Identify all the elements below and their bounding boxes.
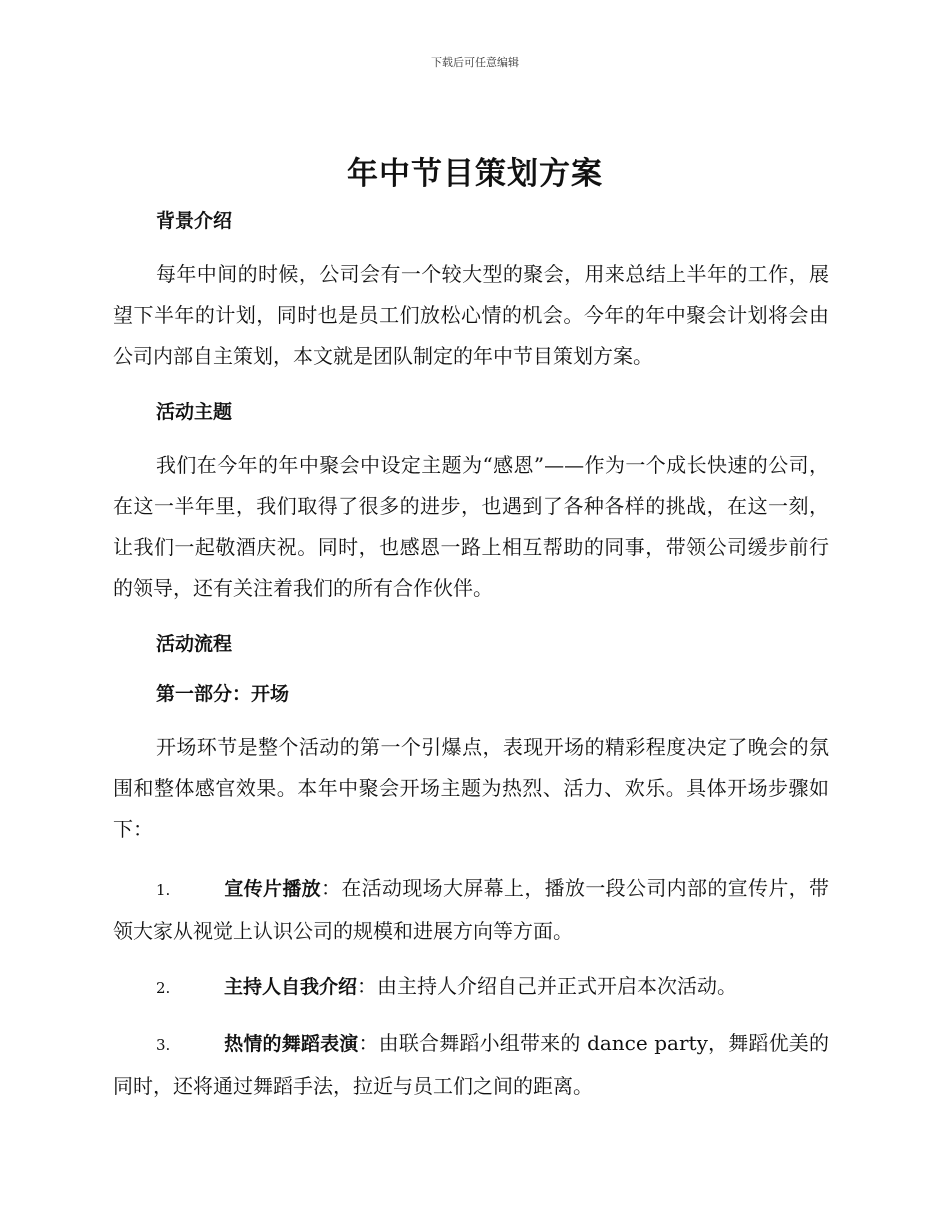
list-item (113, 966, 829, 1009)
document-title: 年中节目策划方案 (347, 156, 603, 192)
page-header-note: 下载后可任意编辑 (431, 56, 519, 69)
opening-paragraph: 开场环节是整个活动的第一个引爆点，表现开场的精彩程度决定了晚会的氛围和整体感官效果。本年中聚会开场主题为热烈、活力、欢乐。具体开场步骤如下： (113, 735, 829, 841)
list-item-number: 1. (156, 881, 171, 899)
list-item-text: ：在活动现场大屏幕上，播放一段公司内部的宣传片，带领大家从视觉上认识公司的规模和进展方向等方面。 (113, 876, 829, 943)
list-item-number: 2. (156, 979, 171, 997)
section-heading-flow: 活动流程 (156, 633, 233, 655)
section-heading-background: 背景介绍 (156, 210, 233, 232)
list-item-number: 3. (156, 1036, 171, 1054)
list-item-label: 主持人自我介绍 (224, 976, 358, 998)
list-item-text: ：由主持人介绍自己并正式开启本次活动。 (357, 974, 738, 998)
list-item-label: 热情的舞蹈表演 (224, 1033, 359, 1055)
list-item-label: 宣传片播放 (224, 878, 321, 900)
background-paragraph: 每年中间的时候，公司会有一个较大型的聚会，用来总结上半年的工作，展望下半年的计划，同时也是员工们放松心情的机会。今年的年中聚会计划将会由公司内部自主策划，本文就是团队制定的年中节目策划方案。 (113, 262, 829, 368)
subsection-heading-opening: 第一部分：开场 (156, 683, 290, 705)
list-item (113, 1023, 829, 1107)
theme-paragraph: 我们在今年的年中聚会中设定主题为“感恩”——作为一个成长快速的公司，在这一半年里，我们取得了很多的进步，也遇到了各种各样的挑战，在这一刻，让我们一起敬酒庆祝。同时，也感恩一路上相互帮助的同事，带领公司缓步前行的领导，还有关注着我们的所有合作伙伴。 (113, 453, 829, 600)
document-body (113, 204, 829, 1121)
list-item-text: ：由联合舞蹈小组带来的 dance party，舞蹈优美的同时，还将通过舞蹈手法，拉近与员工们之间的距离。 (113, 1031, 829, 1098)
list-item (113, 868, 829, 952)
section-heading-theme: 活动主题 (156, 401, 233, 423)
